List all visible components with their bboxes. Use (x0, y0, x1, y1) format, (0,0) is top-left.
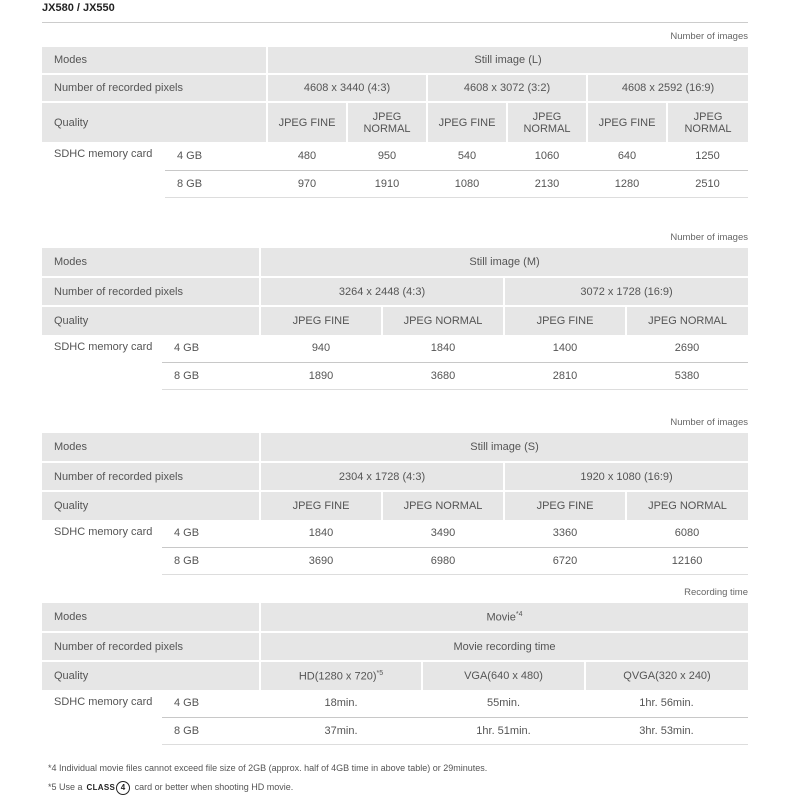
title-divider (42, 22, 748, 23)
quality-label: Quality (42, 306, 260, 335)
table-row (42, 520, 748, 547)
modes-label: Modes (42, 46, 267, 74)
table-cell: 640 (617, 149, 637, 162)
table-cell: 55min. (486, 697, 521, 710)
resolution: 1920 x 1080 (16:9) (504, 462, 748, 491)
table-cell: 1hr. 51min. (422, 717, 585, 744)
table-cell: 1080 (427, 170, 507, 197)
table-cell: 12160 (626, 547, 748, 574)
table-still-medium (42, 231, 748, 390)
resolution: 4608 x 3440 (4:3) (267, 74, 427, 102)
table-cell: 1250 (695, 149, 720, 162)
quality-label: Quality (42, 102, 267, 142)
unit-note: Number of images (670, 232, 748, 243)
quality-row (42, 661, 748, 690)
quality-value: JPEG FINE (267, 102, 347, 142)
card-label: SDHC memory card (54, 526, 153, 538)
movie-label: Movie (486, 611, 516, 624)
modes-row (42, 432, 748, 462)
quality-value: JPEG FINE (587, 102, 667, 142)
quality-value: VGA(640 x 480) (422, 661, 585, 690)
modes-row (42, 46, 748, 74)
quality-row (42, 102, 748, 142)
resolution: 3072 x 1728 (16:9) (504, 277, 748, 306)
quality-label: Quality (42, 491, 260, 520)
quality-value: QVGA(320 x 240) (585, 661, 748, 690)
quality-value: JPEG FINE (504, 306, 626, 335)
table-cell: 1hr. 56min. (639, 697, 694, 710)
quality-value: JPEG NORMAL (382, 491, 504, 520)
pixels-label: Number of recorded pixels (42, 74, 267, 102)
quality-value: JPEG NORMAL (626, 306, 748, 335)
mode-value: Still image (L) (267, 46, 748, 74)
card-label: SDHC memory card (54, 341, 153, 353)
footnote-5-prefix: *5 Use a (48, 782, 83, 793)
sd-class-badge (87, 781, 131, 795)
table-cell: 1060 (534, 149, 560, 162)
table-cell: 3680 (382, 362, 504, 389)
table-cell: 3490 (430, 527, 456, 540)
page-title: JX580 / JX550 (42, 2, 115, 14)
quality-value: JPEG NORMAL (667, 102, 748, 142)
mode-value: Still image (S) (260, 432, 748, 462)
capacity-label: 8 GB (162, 717, 260, 744)
table-cell: 1840 (430, 342, 456, 355)
table-cell: 3690 (260, 547, 382, 574)
capacity-label: 8 GB (162, 547, 260, 574)
mode-value (260, 602, 748, 632)
table-cell: 6980 (382, 547, 504, 574)
quality-value: JPEG FINE (427, 102, 507, 142)
quality-value: JPEG FINE (504, 491, 626, 520)
resolution: 4608 x 3072 (3:2) (427, 74, 587, 102)
table-cell: 18min. (324, 697, 358, 710)
pixels-label: Number of recorded pixels (42, 462, 260, 491)
quality-row (42, 491, 748, 520)
table-cell: 6720 (504, 547, 626, 574)
pixels-row (42, 462, 748, 491)
modes-label: Modes (42, 602, 260, 632)
hd-label: HD(1280 x 720) (298, 670, 377, 683)
unit-note: Number of images (670, 417, 748, 428)
quality-value: JPEG NORMAL (347, 102, 427, 142)
table-cell: 3360 (552, 527, 578, 540)
table-cell: 3hr. 53min. (585, 717, 748, 744)
mode-value: Still image (M) (260, 247, 748, 277)
table-cell: 1890 (260, 362, 382, 389)
class-number: 4 (116, 781, 130, 795)
table-cell: 2810 (504, 362, 626, 389)
pixels-row (42, 632, 748, 661)
footnote-ref: *4 (515, 610, 523, 618)
table-cell: 1910 (347, 170, 427, 197)
quality-value (260, 661, 422, 690)
footnote-4: *4 Individual movie files cannot exceed file size of 2GB (approx. half of 4GB time in above table) or 29minutes. (48, 763, 488, 773)
capacity-label: 8 GB (162, 362, 260, 389)
unit-note: Recording time (684, 587, 748, 598)
table-row (42, 690, 748, 717)
table-cell: 2690 (674, 342, 700, 355)
quality-row (42, 306, 748, 335)
table-cell: 5380 (626, 362, 748, 389)
table-cell: 1840 (308, 527, 334, 540)
footnote-ref: *5 (376, 669, 384, 677)
quality-value: JPEG FINE (260, 491, 382, 520)
quality-label: Quality (42, 661, 260, 690)
footnote-5 (48, 781, 293, 795)
quality-value: JPEG NORMAL (507, 102, 587, 142)
capacity-label: 8 GB (165, 170, 267, 197)
pixels-label: Number of recorded pixels (42, 277, 260, 306)
table-row (42, 335, 748, 362)
table-cell: 480 (297, 149, 317, 162)
modes-label: Modes (42, 432, 260, 462)
unit-note: Number of images (670, 31, 748, 42)
table-cell: 540 (457, 149, 477, 162)
table-cell: 1400 (552, 342, 578, 355)
pixels-row (42, 277, 748, 306)
footnote-5-suffix: card or better when shooting HD movie. (134, 782, 294, 793)
modes-row (42, 247, 748, 277)
table-cell: 1280 (587, 170, 667, 197)
recording-label: Movie recording time (260, 632, 748, 661)
capacity-label: 4 GB (174, 697, 200, 710)
card-label: SDHC memory card (54, 696, 153, 708)
class-word: CLASS (86, 783, 116, 793)
table-cell: 940 (311, 342, 331, 355)
quality-value: JPEG NORMAL (626, 491, 748, 520)
resolution: 3264 x 2448 (4:3) (260, 277, 504, 306)
quality-value: JPEG NORMAL (382, 306, 504, 335)
quality-value: JPEG FINE (260, 306, 382, 335)
capacity-label: 4 GB (174, 342, 200, 355)
pixels-row (42, 74, 748, 102)
table-cell: 2510 (667, 170, 748, 197)
card-label: SDHC memory card (54, 148, 153, 160)
table-cell: 970 (267, 170, 347, 197)
resolution: 2304 x 1728 (4:3) (260, 462, 504, 491)
table-row (42, 142, 748, 170)
capacity-label: 4 GB (177, 149, 203, 162)
modes-row (42, 602, 748, 632)
table-still-large (42, 30, 748, 198)
capacity-label: 4 GB (174, 527, 200, 540)
table-cell: 6080 (674, 527, 700, 540)
modes-label: Modes (42, 247, 260, 277)
table-cell: 950 (377, 149, 397, 162)
table-still-small (42, 416, 748, 575)
table-cell: 37min. (260, 717, 422, 744)
pixels-label: Number of recorded pixels (42, 632, 260, 661)
table-cell: 2130 (507, 170, 587, 197)
table-movie (42, 586, 748, 745)
resolution: 4608 x 2592 (16:9) (587, 74, 748, 102)
